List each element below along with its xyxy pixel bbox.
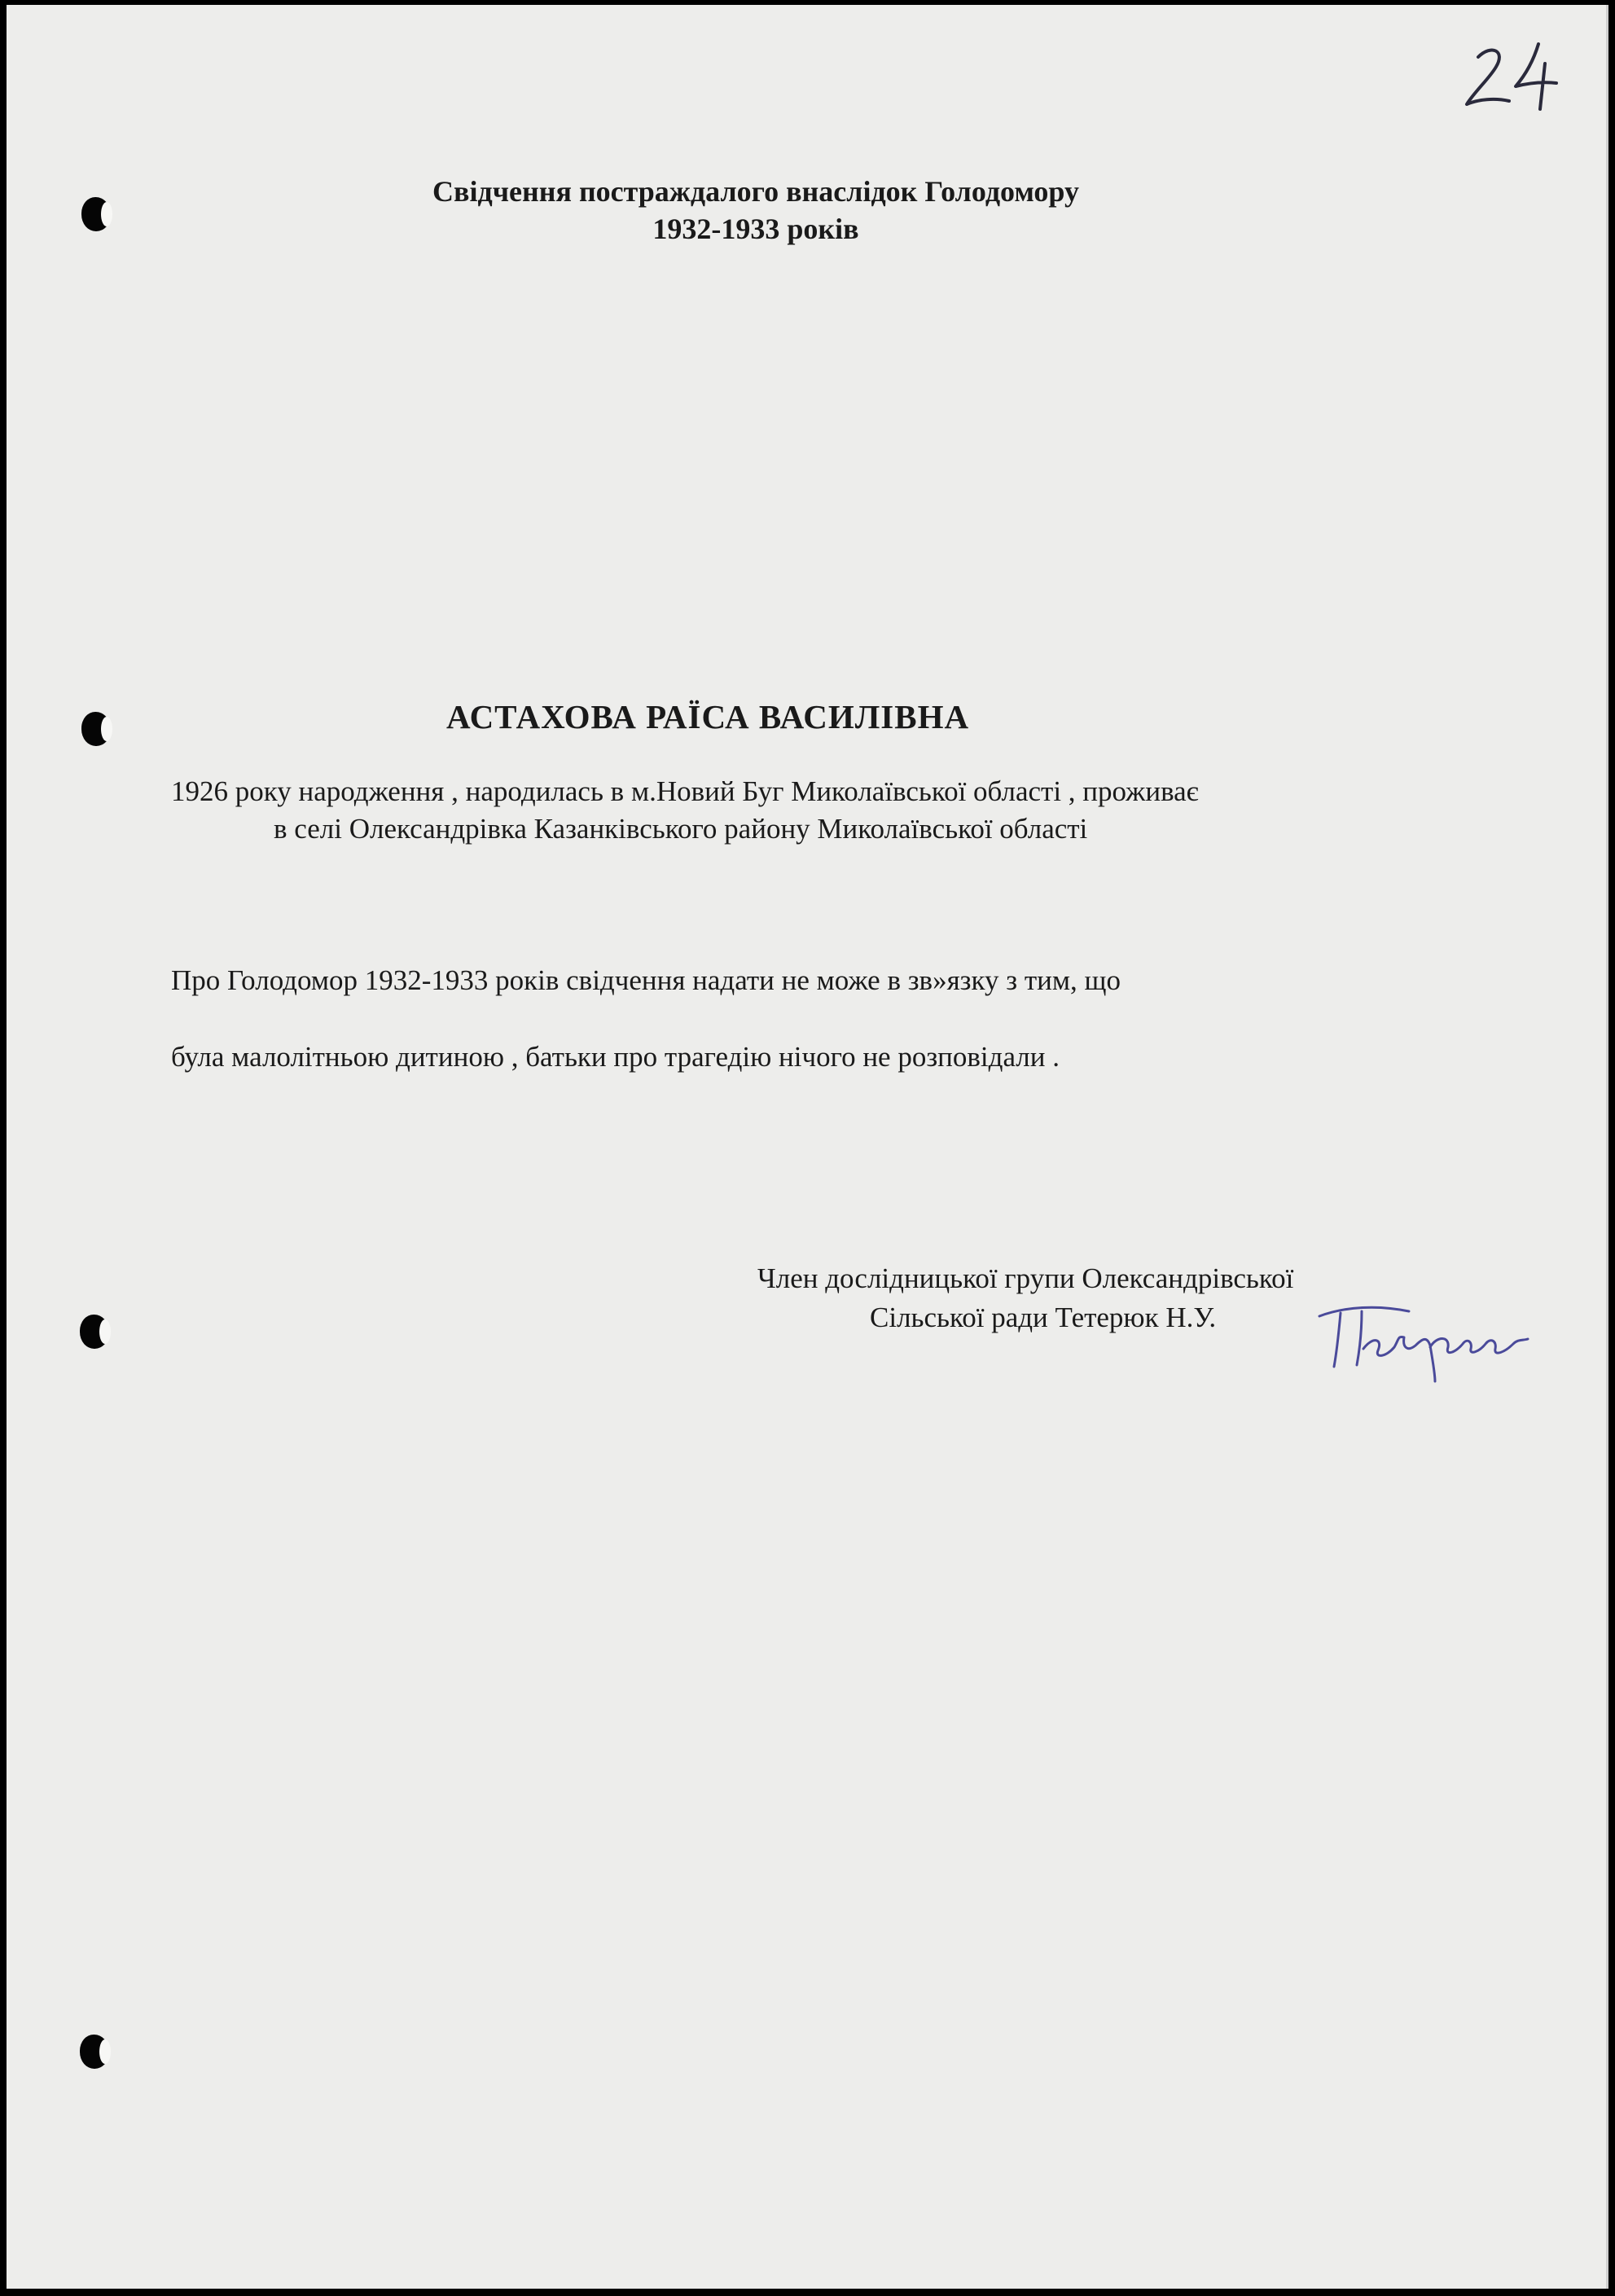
- testimony-line-2: була малолітньою дитиною , батьки про трагедію нічого не розповідали .: [171, 1041, 1060, 1073]
- punch-hole: [80, 1315, 109, 1349]
- punch-hole: [80, 2035, 109, 2069]
- document-header: [7, 173, 1505, 248]
- document-page: [7, 5, 1608, 2289]
- birth-info-line-2: в селі Олександрівка Казанківського району Миколаївської області: [274, 813, 1088, 845]
- punch-hole: [81, 712, 111, 746]
- header-years: 1932-1933 років: [652, 213, 859, 245]
- person-name: АСТАХОВА РАЇСА ВАСИЛІВНА: [446, 698, 970, 735]
- handwritten-page-number: [1460, 39, 1566, 112]
- birth-info-line-1: 1926 року народження , народилась в м.Новий Буг Миколаївської області , проживає: [171, 775, 1199, 807]
- signatory-line-2: Сільської ради Тетерюк Н.У.: [870, 1302, 1217, 1333]
- signatory-line-1: Член дослідницької групи Олександрівської: [757, 1262, 1294, 1294]
- header-title: Свідчення постраждалого внаслідок Голодомору: [432, 175, 1079, 208]
- testimony-line-1: Про Голодомор 1932-1933 років свідчення надати не може в зв»язку з тим, що: [171, 964, 1121, 996]
- handwritten-signature: [1313, 1298, 1533, 1388]
